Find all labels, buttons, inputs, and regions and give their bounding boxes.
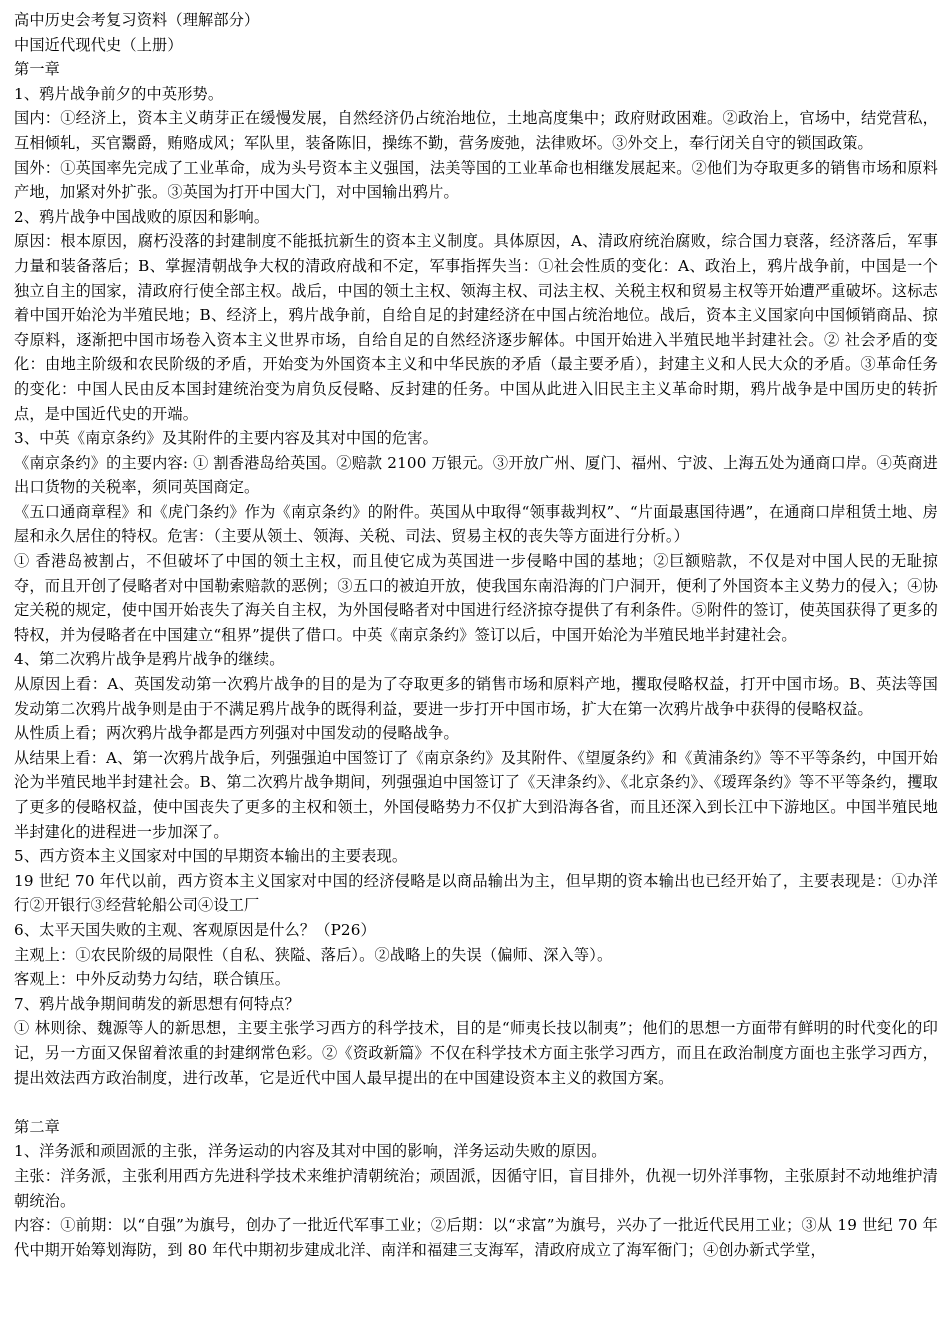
- chapter-heading: 第二章: [14, 1117, 61, 1136]
- paragraph: 从性质上看；两次鸦片战争都是西方列强对中国发动的侵略战争。: [14, 724, 459, 743]
- blank-line: [14, 1090, 938, 1115]
- paragraph: 从结果上看：A、第一次鸦片战争后，列强强迫中国签订了《南京条约》及其附件、《望厦条约》和《黄浦条约》等不平等条约，中国开始沦为半殖民地半封建社会。B、第二次鸦片战争期间，列强强迫中国签订了《天津条约》、《北京条约》、《瑷珲条约》等不平等条约，攫取了更多的侵略权益，使中国丧失了更多的主权和领土，外国侵略势力不仅扩大到沿海各省，而且还深入到长江中下游地区。中国半殖民地半封建化的进程进一步加深了。: [14, 748, 938, 841]
- chapter-heading: 第一章: [14, 60, 61, 79]
- section-heading: 3、中英《南京条约》及其附件的主要内容及其对中国的危害。: [14, 429, 438, 448]
- paragraph: 原因：根本原因，腐朽没落的封建制度不能抵抗新生的资本主义制度。具体原因，A、清政府统治腐败，综合国力衰落，经济落后，军事力量和装备落后；B、掌握清朝战争大权的清政府战和不定，军事指挥失当：①社会性质的变化：A、政治上，鸦片战争前，中国是一个独立自主的国家，清政府行使全部主权。战后，中国的领土主权、领海主权、司法主权、关税主权和贸易主权等开始遭严重破坏。这标志着中国开始沦为半殖民地；B、经济上，鸦片战争前，自给自足的封建经济在中国占统治地位。战后，资本主义国家向中国倾销商品、掠夺原料，逐渐把中国市场卷入资本主义世界市场，自给自足的自然经济逐步解体。中国开始进入半殖民地半封建社会。② 社会矛盾的变化：由地主阶级和农民阶级的矛盾，开始变为外国资本主义和中华民族的矛盾（最主要矛盾），封建主义和人民大众的矛盾。③革命任务的变化：中国人民由反本国封建统治变为肩负反侵略、反封建的任务。中国从此进入旧民主主义革命时期，鸦片战争是中国历史的转折点，是中国近代史的开端。: [14, 232, 938, 423]
- paragraph: 国外：①英国率先完成了工业革命，成为头号资本主义强国，法美等国的工业革命也相继发展起来。②他们为夺取更多的销售市场和原料产地，加紧对外扩张。③英国为打开中国大门，对中国输出鸦片。: [14, 158, 938, 202]
- section-heading: 6、太平天国失败的主观、客观原因是什么？（P26）: [14, 920, 376, 939]
- document-title: 高中历史会考复习资料（理解部分）: [14, 11, 260, 29]
- section-heading: 5、西方资本主义国家对中国的早期资本输出的主要表现。: [14, 847, 408, 866]
- section-heading: 4、第二次鸦片战争是鸦片战争的继续。: [14, 650, 285, 669]
- paragraph: 19 世纪 70 年代以前，西方资本主义国家对中国的经济侵略是以商品输出为主，但早期的资本输出也已经开始了，主要表现是：①办洋行②开银行③经营轮船公司④设工厂: [14, 871, 938, 915]
- section-heading: 2、鸦片战争中国战败的原因和影响。: [14, 207, 270, 226]
- paragraph: 《五口通商章程》和《虎门条约》作为《南京条约》的附件。英国从中取得“领事裁判权”、“片面最惠国待遇”，在通商口岸租赁土地、房屋和永久居住的特权。危害：（主要从领土、领海、关税、司法、贸易主权的丧失等方面进行分析。）: [14, 502, 938, 546]
- section-heading: 1、鸦片战争前夕的中英形势。: [14, 84, 224, 103]
- paragraph: ① 林则徐、魏源等人的新思想，主要主张学习西方的科学技术，目的是“师夷长技以制夷”；他们的思想一方面带有鲜明的时代变化的印记，另一方面又保留着浓重的封建纲常色彩。②《资政新篇》不仅在科学技术方面主张学习西方，而且在政治制度方面也主张学习西方，提出效法西方政治制度，进行改革，它是近代中国人最早提出的在中国建设资本主义的救国方案。: [14, 1019, 938, 1087]
- section-heading: 1、洋务派和顽固派的主张，洋务运动的内容及其对中国的影响，洋务运动失败的原因。: [14, 1142, 607, 1161]
- paragraph: 从原因上看：A、英国发动第一次鸦片战争的目的是为了夺取更多的销售市场和原料产地，攫取侵略权益，打开中国市场。B、英法等国发动第二次鸦片战争则是由于不满足鸦片战争的既得利益，要进一步打开中国市场，扩大在第一次鸦片战争中获得的侵略权益。: [14, 675, 938, 718]
- paragraph: 《南京条约》的主要内容: ① 割香港岛给英国。②赔款 2100 万银元。③开放广州、厦门、福州、宁波、上海五处为通商口岸。④英商进出口货物的关税率，须同英国商定。: [14, 453, 938, 497]
- paragraph: 主张：洋务派，主张利用西方先进科学技术来维护清朝统治；顽固派，因循守旧，盲目排外，仇视一切外洋事物，主张原封不动地维护清朝统治。: [14, 1166, 938, 1210]
- paragraph: 主观上：①农民阶级的局限性（自私、狭隘、落后）。②战略上的失误（偏师、深入等）。: [14, 945, 613, 964]
- paragraph: 客观上：中外反动势力勾结，联合镇压。: [14, 970, 291, 989]
- paragraph: 内容：①前期：以“自强”为旗号，创办了一批近代军事工业；②后期：以“求富”为旗号，兴办了一批近代民用工业；③从 19 世纪 70 年代中期开始筹划海防，到 80 年代中期初步建成北洋、南洋和福建三支海军，清政府成立了海军衙门；④创办新式学堂，: [14, 1216, 938, 1259]
- paragraph: 国内：①经济上，资本主义萌芽正在缓慢发展，自然经济仍占统治地位，土地高度集中；政府财政困难。②政治上，官场中，结党营私，互相倾轧，买官鬻爵，贿赂成风；军队里，装备陈旧，操练不勤，营务废弛，法律败坏。③外交上，奉行闭关自守的锁国政策。: [14, 109, 938, 152]
- paragraph: ① 香港岛被割占，不但破坏了中国的领土主权，而且使它成为英国进一步侵略中国的基地；②巨额赔款，不仅是对中国人民的无耻掠夺，而且开创了侵略者对中国勒索赔款的恶例；③五口的被迫开放，使我国东南沿海的门户洞开，便利了外国资本主义势力的侵入；④协定关税的规定，使中国开始丧失了海关自主权，为外国侵略者对中国进行经济掠夺提供了有利条件。⑤附件的签订，使英国获得了更多的特权，并为侵略者在中国建立“租界”提供了借口。中英《南京条约》签订以后，中国开始沦为半殖民地半封建社会。: [14, 552, 938, 644]
- document-subtitle: 中国近代现代史（上册）: [14, 35, 183, 54]
- section-heading: 7、鸦片战争期间萌发的新思想有何特点？: [14, 994, 300, 1013]
